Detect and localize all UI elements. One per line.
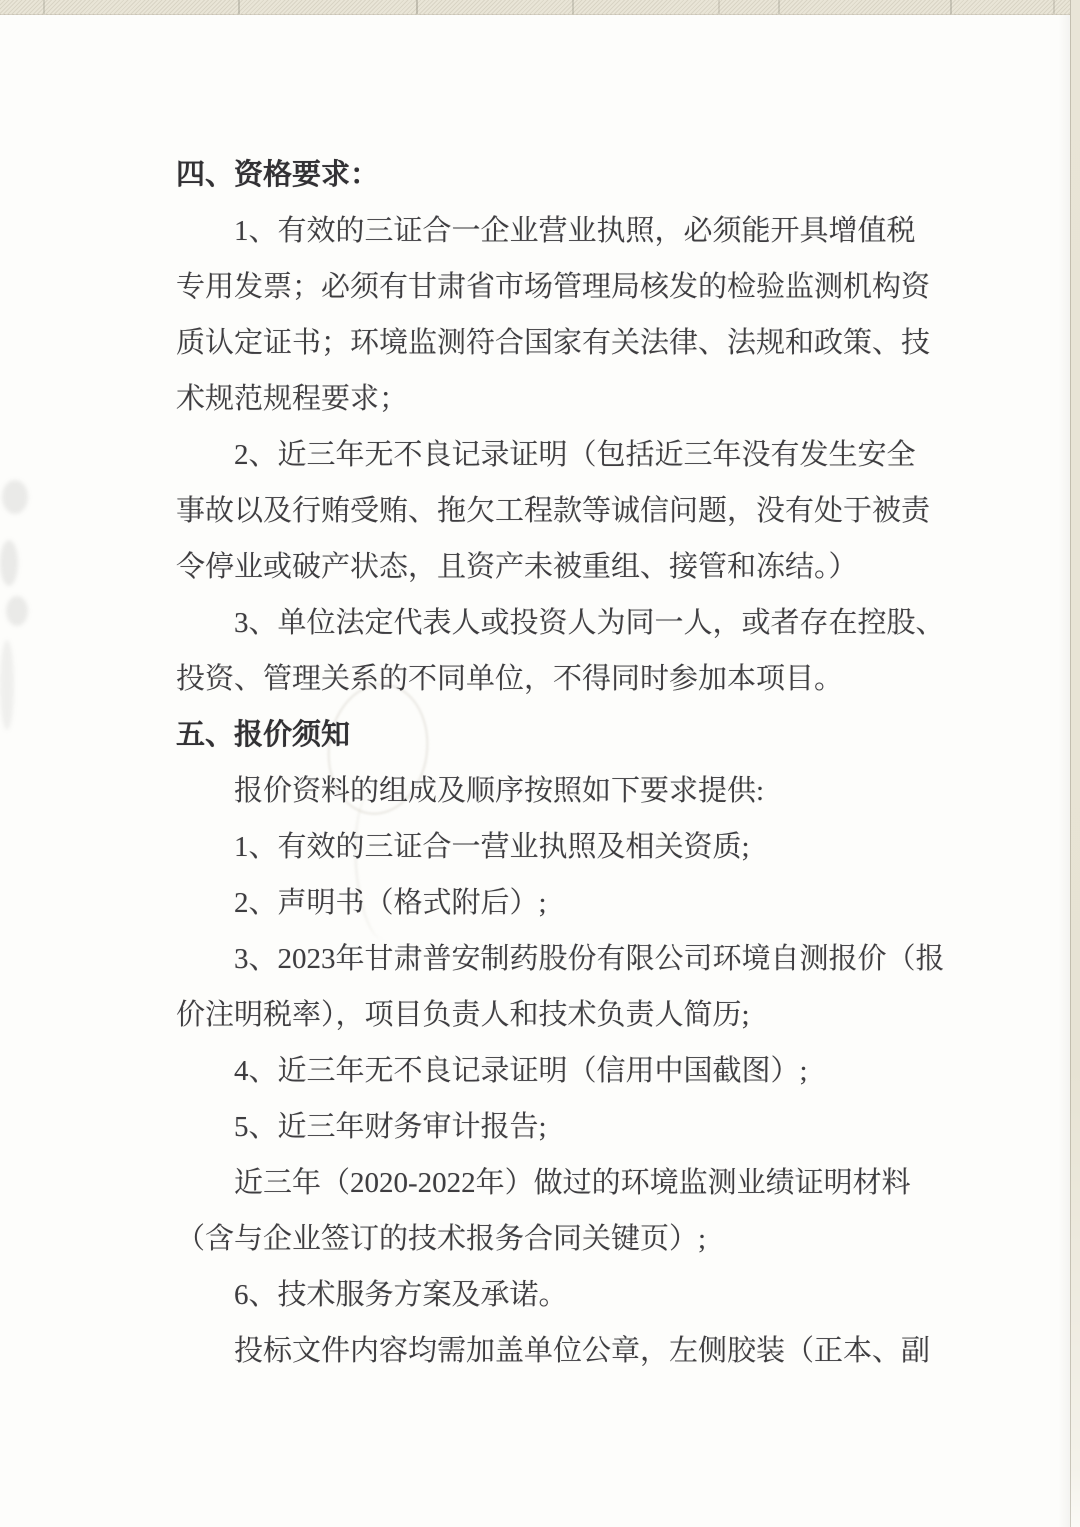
scan-texture-line	[43, 0, 45, 14]
scan-edge-right	[1070, 0, 1080, 1527]
text-line: 3、2023年甘肃普安制药股份有限公司环境自测报价（报	[234, 943, 945, 975]
text-line: 2、声明书（格式附后）;	[234, 887, 547, 919]
scan-texture-line	[238, 0, 240, 14]
text-line: 投标文件内容均需加盖单位公章，左侧胶装（正本、副	[234, 1335, 931, 1367]
text-line: 投资、管理关系的不同单位，不得同时参加本项目。	[176, 663, 844, 695]
scan-texture-line	[950, 0, 952, 14]
scan-texture-line	[718, 0, 720, 14]
section-heading: 四、资格要求：	[176, 159, 380, 191]
text-line: 价注明税率），项目负责人和技术负责人简历;	[176, 999, 750, 1031]
scan-edge-top	[0, 0, 1080, 15]
text-line: 6、技术服务方案及承诺。	[234, 1279, 568, 1311]
section-heading: 五、报价须知	[176, 719, 351, 751]
scan-texture-line	[778, 0, 780, 14]
scan-texture-line	[1053, 0, 1055, 14]
text-line: 专用发票；必须有甘肃省市场管理局核发的检验监测机构资	[176, 271, 931, 303]
scan-smudge-artifact	[2, 480, 28, 514]
text-line: 1、有效的三证合一企业营业执照，必须能开具增值税	[234, 215, 916, 247]
page-edge-shadow	[1058, 0, 1070, 1527]
text-line: 报价资料的组成及顺序按照如下要求提供:	[234, 775, 765, 807]
scan-smudge-artifact	[0, 640, 14, 730]
text-line: 事故以及行贿受贿、拖欠工程款等诚信问题，没有处于被责	[176, 495, 931, 527]
scan-smudge-artifact	[6, 596, 28, 626]
scan-smudge-artifact	[0, 540, 18, 586]
text-line: 质认定证书；环境监测符合国家有关法律、法规和政策、技	[176, 327, 931, 359]
document-body	[176, 147, 945, 1379]
text-line: （含与企业签订的技术报务合同关键页）;	[176, 1223, 707, 1255]
text-line: 1、有效的三证合一营业执照及相关资质;	[234, 831, 750, 863]
text-line: 术规范规程要求；	[176, 383, 409, 415]
text-line: 近三年（2020-2022年）做过的环境监测业绩证明材料	[234, 1167, 911, 1199]
text-line: 4、近三年无不良记录证明（信用中国截图）;	[234, 1055, 808, 1087]
text-line: 2、近三年无不良记录证明（包括近三年没有发生安全	[234, 439, 916, 471]
text-line: 3、单位法定代表人或投资人为同一人，或者存在控股、	[234, 607, 945, 639]
scan-texture-line	[572, 0, 574, 14]
text-line: 令停业或破产状态，且资产未被重组、接管和冻结。）	[176, 551, 858, 583]
text-line: 5、近三年财务审计报告;	[234, 1111, 547, 1143]
scan-texture-line	[416, 0, 418, 14]
